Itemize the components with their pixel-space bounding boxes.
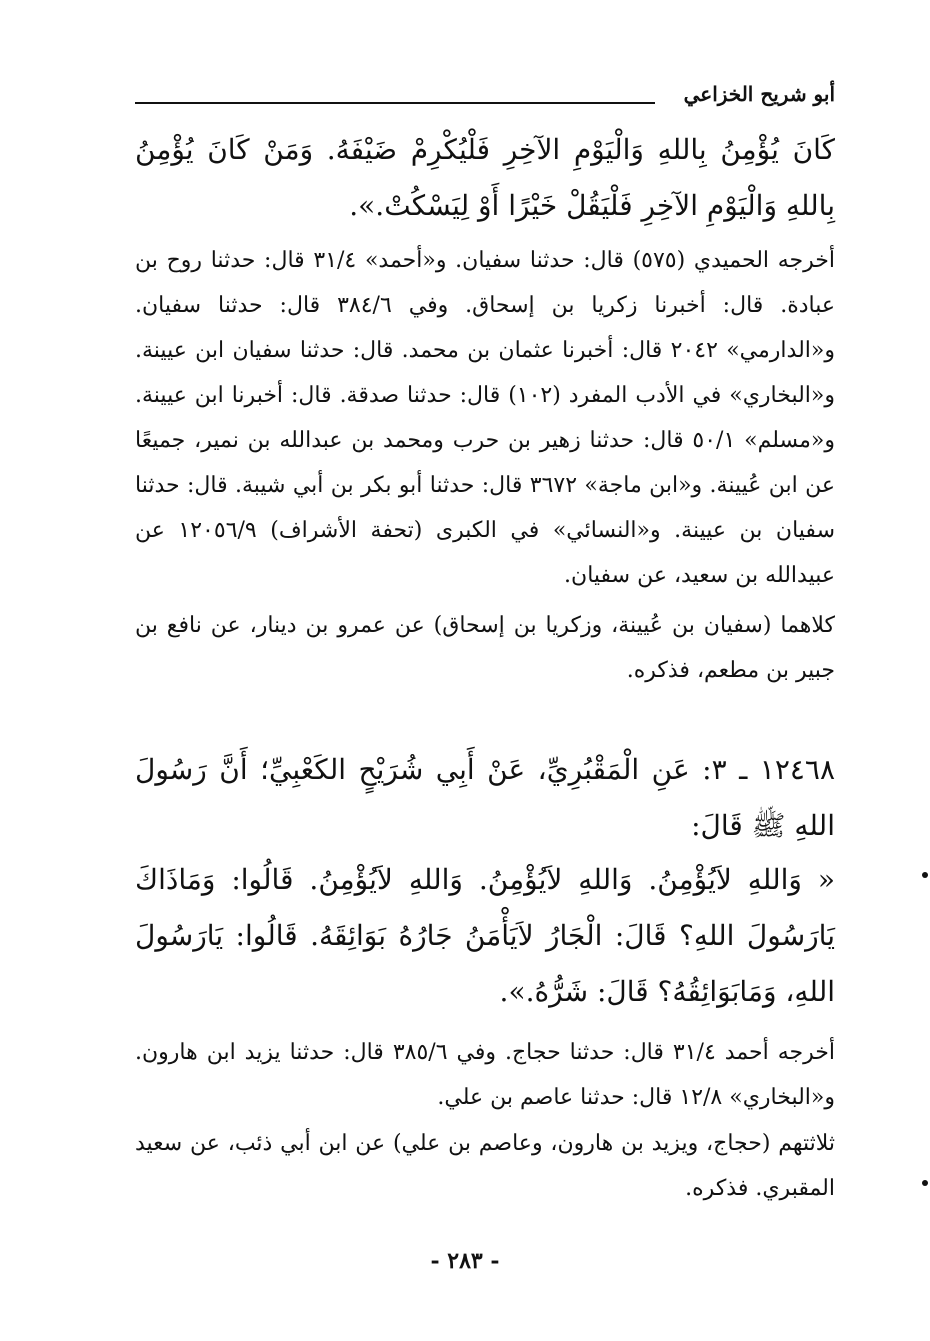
- summary-paragraph-2: ثلاثتهم (حجاج، ويزيد بن هارون، وعاصم بن علي) عن ابن أبي ذئب، عن سعيد المقبري. فذكره.: [135, 1131, 835, 1201]
- hadith-heading-2: ١٢٤٦٨ ـ ٣: عَنِ الْمَقْبُرِيِّ، عَنْ أَبِي شُرَيْحٍ الكَعْبِيِّ؛ أَنَّ رَسُولَ اللهِ ﷺ قَالَ:: [135, 753, 835, 842]
- hadith-text-2: « وَاللهِ لاَيُؤْمِنُ. وَاللهِ لاَيُؤْمِنُ. وَاللهِ لاَيُؤْمِنُ. قَالُوا: وَمَاذَاكَ يَارَسُولَ اللهِ؟ قَالَ: الْجَارُ لاَيَأْمَنُ جَارُهُ بَوَائِقَهُ. قَالُوا: يَارَسُولَ اللهِ، وَمَابَوَائِقُهُ؟ قَالَ: شَرُّهُ.».: [135, 863, 835, 1008]
- summary-paragraph-1: كلاهما (سفيان بن عُيينة، وزكريا بن إسحاق) عن عمرو بن دينار، عن نافع بن جبير بن مطعم، فذكره.: [135, 613, 835, 683]
- page-header: [135, 82, 835, 118]
- margin-dot: [922, 1180, 928, 1186]
- running-title: أبو شريح الخزاعي: [683, 82, 835, 106]
- takhrij-paragraph-1: أخرجه الحميدي (٥٧٥) قال: حدثنا سفيان. و«أحمد» ٣١/٤ قال: حدثنا روح بن عبادة. قال: أخبرنا زكريا بن إسحاق. وفي ٣٨٤/٦ قال: حدثنا سفيان. و«الدارمي» ٢٠٤٢ قال: أخبرنا عثمان بن محمد. قال: حدثنا سفيان ابن عيينة. و«البخاري» في الأدب المفرد (١٠٢) قال: حدثنا صدقة. قال: أخبرنا ابن عيينة. و«مسلم» ٥٠/١ قال: حدثنا زهير بن حرب ومحمد بن عبدالله بن نمير، جميعًا عن ابن عُيينة. و«ابن ماجة» ٣٦٧٢ قال: حدثنا أبو بكر بن أبي شيبة. قال: حدثنا سفيان بن عيينة. و«النسائي» في الكبرى (تحفة الأشراف) ١٢٠٥٦/٩ عن عبيدالله بن سعيد، عن سفيان.: [135, 248, 836, 588]
- margin-dot: [922, 872, 928, 878]
- hadith-text-1: كَانَ يُؤْمِنُ بِاللهِ وَالْيَوْمِ الآخِرِ فَلْيُكْرِمْ ضَيْفَهُ. وَمَنْ كَانَ يُؤْمِنُ بِاللهِ وَالْيَوْمِ الآخِرِ فَلْيَقُلْ خَيْرًا أَوْ لِيَسْكُتْ.».: [135, 133, 835, 222]
- page-number: - ٢٨٣ -: [430, 1248, 500, 1274]
- header-rule: [135, 102, 655, 104]
- takhrij-paragraph-2: أخرجه أحمد ٣١/٤ قال: حدثنا حجاج. وفي ٣٨٥/٦ قال: حدثنا يزيد ابن هارون. و«البخاري» ١٢/٨ قال: حدثنا عاصم بن علي.: [135, 1040, 835, 1110]
